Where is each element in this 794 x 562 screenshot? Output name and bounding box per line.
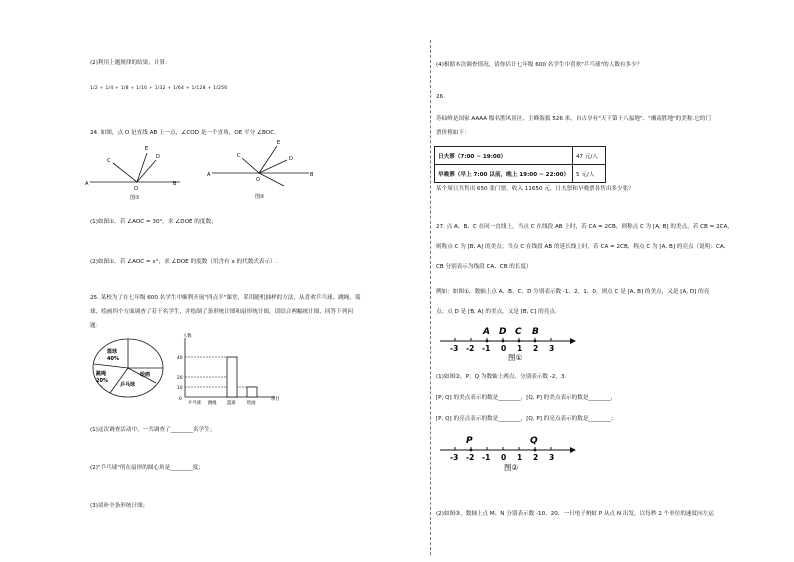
svg-text:E: E — [277, 140, 281, 146]
ticket-name-night: 早晚票（早上 7:00 以前，晚上 19:00 ~ 22:00） — [435, 165, 573, 183]
pie-label-painting: 绘画 — [140, 372, 151, 378]
column-divider — [430, 40, 431, 555]
fig2-caption: 图② — [504, 463, 519, 472]
bar-tick-10: 10 — [177, 386, 183, 391]
q25-p1: (1)这次调查活动中，一共调查了________名学生； — [90, 427, 216, 433]
fig1-tick: -1 — [482, 344, 491, 353]
svg-text:A: A — [207, 172, 211, 178]
fig2-tick: 3 — [549, 453, 555, 462]
svg-text:O: O — [134, 186, 138, 192]
fig1-letter-d: D — [499, 327, 507, 337]
svg-text:E: E — [145, 146, 149, 152]
bar-tick-0: 0 — [179, 397, 182, 402]
q26-line2: 票价格如下： — [436, 130, 470, 136]
q25-p2: (2)"乒乓球"所在扇形的圆心角是________度； — [90, 465, 204, 471]
bar-cat-basketball: 篮球 — [227, 401, 236, 406]
q25-line3: 题： — [90, 323, 102, 329]
fig2-caption: 图② — [255, 194, 265, 200]
fig1-letter-b: B — [532, 327, 539, 337]
q23-formula: 1/2 + 1/4 + 1/8 + 1/16 + 1/32 + 1/64 + 1/128 + 1/256 — [90, 86, 228, 91]
q26-question: 某个周日共售出 650 张门票，收入 11650 元，日夫票和早晚票各售出多少张？ — [436, 186, 634, 192]
ticket-name-day: 日夫票（7:00 ~ 19:00） — [435, 147, 573, 165]
pie-label-basketball-pct: 40% — [107, 356, 119, 362]
fig2-tick: -1 — [482, 453, 491, 462]
bar-tick-20: 20 — [177, 376, 183, 381]
fig1-tick: 2 — [533, 344, 539, 353]
q27-p1a: [P, Q] 的美点表示的数是________，[Q, P] 的美点表示的数是________， — [436, 395, 617, 401]
ticket-price-day: 47 元/人 — [573, 147, 606, 165]
q27-p2: (2)如图③，数轴上点 M、N 分别表示数 -10、20，一只电子蚂蚁 P 从点 N 出发，以每秒 2 个单位的速度向左运 — [436, 511, 714, 517]
q24-p2: (2)如图①，若 ∠AOC = x°，求 ∠DOE 的度数（用含有 x 的代数式表示）. — [90, 259, 278, 265]
q25-p4: (4)根据本次调查情况，请你估计七年级 600 名学生中喜欢"乒乓球"的人数有多少？ — [436, 62, 643, 68]
q26-number: 26. — [436, 94, 445, 100]
number-line-figure-1 — [440, 322, 580, 362]
pie-chart — [90, 338, 170, 400]
q27-example2: 点；点 D 是 [B, A] 的美点，又是 [B, C] 的亮点. — [436, 309, 557, 315]
ticket-price-table — [434, 146, 606, 183]
bar-chart — [175, 334, 285, 406]
svg-text:C: C — [237, 153, 241, 159]
q25-p3: (3)请补全条形统计图； — [90, 503, 149, 509]
fig2-tick: -2 — [466, 453, 475, 462]
svg-text:C: C — [107, 158, 111, 164]
svg-text:B: B — [310, 172, 314, 178]
q27-line1: 27. 点 A、B、C 在同一直线上，当点 C 在线段 AB 上时，若 CA = 2CB，则称点 C 为 [A, B] 的美点，若 CB = 2CA， — [436, 224, 734, 230]
fig1-caption: 图① — [130, 195, 140, 201]
q25-line2: 球、绘画四个方面调查了若干名学生，并绘制了条形统计图和扇形统计图，请结合两幅统计图，回答下列问 — [90, 309, 353, 315]
fig1-caption: 图① — [508, 353, 523, 362]
svg-text:D: D — [289, 156, 293, 162]
svg-text:B: B — [173, 181, 177, 187]
svg-text:A: A — [85, 181, 89, 187]
pie-label-rope-pct: 20% — [96, 378, 108, 384]
bar-basketball — [227, 357, 237, 397]
q26-line1: 苏仙岭是国家 AAAA 级名胜风景区，主峰海拔 526 米，自古享有"天下第十八福地"、"湘南胜地"的美称.它的门 — [436, 116, 711, 122]
bar-xlabel: 项目 — [271, 397, 280, 402]
fig1-tick: 0 — [501, 344, 507, 353]
fig1-tick: 1 — [517, 344, 523, 353]
q27-example: 例如：如图①，数轴上点 A、B、C、D 分别表示数 -1、2、1、0，则点 C 是 [A, B] 的美点，又是 [A, D] 的亮 — [436, 289, 710, 295]
table-row — [435, 147, 606, 165]
bar-cat-rope: 跳绳 — [208, 401, 217, 406]
q27-p1b: [P, Q] 的亮点表示的数是________，[Q, P] 的亮点表示的数是________； — [436, 416, 617, 422]
svg-text:O: O — [256, 177, 260, 183]
angle-figure-2 — [207, 140, 317, 200]
pie-label-rope: 跳绳 — [96, 371, 107, 377]
fig1-tick: 3 — [549, 344, 555, 353]
bar-ylabel: 人数 — [183, 334, 192, 339]
angle-figure-1 — [85, 145, 190, 201]
q23-part2: (2)利用上题规律的结果，计算： — [90, 60, 171, 66]
q25-line1: 25. 某校为了在七年级 600 名学生中顺利开展"四点半"课堂，采用随机抽样的方法，从喜欢乒乓球、跳绳、篮 — [90, 295, 361, 301]
bar-tick-40: 40 — [177, 356, 183, 361]
bar-painting — [247, 387, 257, 397]
fig1-tick: -2 — [466, 344, 475, 353]
q27-line2: 则称点 C 为 [B, A] 的美点；当点 C 在线段 AB 的延长线上时，若 CA = 2CB，称点 C 为 [A, B] 的亮点（说明：CA、 — [436, 244, 730, 250]
fig2-letter-p: P — [466, 436, 473, 446]
fig1-letter-a: A — [483, 327, 490, 337]
fig2-tick: 1 — [517, 453, 523, 462]
pie-label-pingpong: 乒乓球 — [120, 382, 136, 388]
q24-intro: 24. 如图，点 O 是直线 AB 上一点，∠COD 是一个直角，OE 平分 ∠BOC. — [90, 130, 276, 136]
svg-text:D: D — [156, 154, 160, 160]
pie-label-basketball: 篮球 — [107, 349, 118, 355]
fig1-letter-c: C — [515, 327, 522, 337]
bar-cat-painting: 绘画 — [247, 401, 256, 406]
fig2-tick: 2 — [533, 453, 539, 462]
table-row — [435, 165, 606, 183]
fig2-letter-q: Q — [530, 436, 538, 446]
q27-line3: CB 分别表示为线段 CA、CB 的长度） — [436, 264, 532, 270]
bar-cat-pingpong: 乒乓球 — [188, 401, 201, 406]
fig2-tick: -3 — [450, 453, 459, 462]
q24-p1: (1)如图①，若 ∠AOC = 30°，求 ∠DOE 的度数； — [90, 219, 217, 225]
fig2-tick: 0 — [501, 453, 507, 462]
ticket-price-night: 5 元/人 — [573, 165, 606, 183]
q27-p1: (1)如图②，P、Q 为数轴上两点，分别表示数 -2，3. — [436, 374, 567, 380]
fig1-tick: -3 — [450, 344, 459, 353]
number-line-figure-2 — [440, 430, 580, 472]
